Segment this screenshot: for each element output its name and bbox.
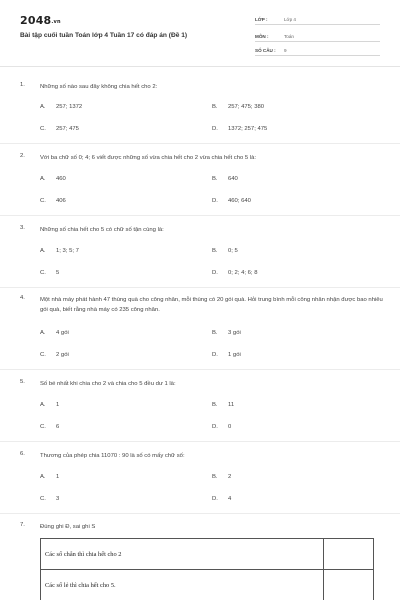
option-value: 2 — [228, 474, 232, 480]
option-letter: C. — [40, 126, 46, 132]
option-letter: C. — [40, 352, 46, 358]
option-value: 5 — [56, 270, 60, 276]
answer-cell[interactable] — [324, 570, 374, 600]
question-text: Thương của phép chia 11070 : 90 là số có mấy chữ số: — [40, 453, 185, 459]
option-value: 1372; 257; 475 — [228, 126, 268, 132]
site-logo[interactable] — [20, 14, 61, 27]
option-letter: D. — [212, 198, 218, 204]
option-value: 257; 475 — [56, 126, 79, 132]
question-number: 7. — [20, 522, 25, 528]
option-value: 1 gói — [228, 352, 241, 358]
meta-class-label: LỚP : — [255, 17, 268, 22]
meta-class — [255, 15, 380, 25]
table-row — [41, 539, 374, 570]
meta-subject-value: Toán — [284, 34, 294, 39]
option-letter: B. — [212, 474, 218, 480]
question-number: 1. — [20, 82, 25, 88]
option-letter: B. — [212, 176, 218, 182]
option-value: 0 — [228, 424, 232, 430]
option-letter: D. — [212, 496, 218, 502]
answer-cell[interactable] — [324, 539, 374, 570]
logo-suffix: .vn — [51, 19, 61, 25]
statement-cell: Các số chẵn thì chia hết cho 2 — [41, 539, 324, 570]
meta-count-value: 9 — [284, 48, 287, 53]
question-divider — [0, 287, 400, 288]
option-letter: B. — [212, 104, 218, 110]
option-value: 3 — [56, 496, 60, 502]
document-header — [0, 0, 400, 62]
question-text: Những số nào sau đây không chia hết cho 2: — [40, 84, 158, 90]
option-letter: A. — [40, 330, 46, 336]
question-text: Một nhà máy phát hành 47 thùng quà cho công nhân, mỗi thùng có 20 gói quà. Hỏi trung bình mỗi công nhân nhận được bao nhiêu gói quà, biết rằng nhà máy có 235 công nhân. — [40, 297, 383, 313]
option-letter: C. — [40, 198, 46, 204]
question-number: 3. — [20, 225, 25, 231]
option-value: 4 gói — [56, 330, 69, 336]
option-letter: A. — [40, 104, 46, 110]
option-value: 257; 475; 380 — [228, 104, 265, 110]
option-value: 257; 1372 — [56, 104, 83, 110]
question-number: 4. — [20, 295, 25, 301]
option-letter: C. — [40, 496, 46, 502]
header-divider — [0, 66, 400, 67]
option-letter: C. — [40, 424, 46, 430]
question-text: Số bé nhất khi chia cho 2 và chia cho 5 đều dư 1 là: — [40, 381, 176, 387]
question-divider — [0, 215, 400, 216]
question-number: 5. — [20, 379, 25, 385]
option-value: 640 — [228, 176, 238, 182]
option-value: 460 — [56, 176, 66, 182]
meta-question-count — [255, 46, 380, 56]
option-value: 1; 3; 5; 7 — [56, 248, 79, 254]
meta-subject — [255, 32, 380, 42]
option-value: 4 — [228, 496, 232, 502]
statement-cell: Các số lẻ thì chia hết cho 5. — [41, 570, 324, 600]
option-letter: D. — [212, 352, 218, 358]
option-value: 11 — [228, 402, 235, 408]
option-letter: A. — [40, 176, 46, 182]
option-value: 1 — [56, 402, 60, 408]
option-value: 406 — [56, 198, 66, 204]
option-letter: B. — [212, 248, 218, 254]
question-divider — [0, 143, 400, 144]
option-letter: B. — [212, 330, 218, 336]
meta-subject-label: MÔN : — [255, 34, 269, 39]
option-value: 0; 2; 4; 6; 8 — [228, 270, 258, 276]
option-letter: C. — [40, 270, 46, 276]
meta-count-label: SỐ CÂU : — [255, 48, 276, 53]
question-text: Đúng ghi Đ, sai ghi S — [40, 524, 96, 530]
table-row — [41, 570, 374, 600]
question-divider — [0, 441, 400, 442]
option-letter: A. — [40, 402, 46, 408]
option-value: 3 gói — [228, 330, 241, 336]
page-title: Bài tập cuối tuần Toán lớp 4 Tuần 17 có đáp án (Đề 1) — [20, 32, 188, 39]
logo-text: 2048 — [20, 14, 52, 27]
option-letter: A. — [40, 248, 46, 254]
option-letter: D. — [212, 424, 218, 430]
option-letter: D. — [212, 126, 218, 132]
question-divider — [0, 513, 400, 514]
meta-class-value: Lớp 4 — [284, 17, 296, 22]
question-text: Những số chia hết cho 5 có chữ số tận cùng là: — [40, 227, 164, 233]
option-value: 2 gói — [56, 352, 69, 358]
option-letter: B. — [212, 402, 218, 408]
option-value: 6 — [56, 424, 60, 430]
option-value: 0; 5 — [228, 248, 238, 254]
question-text: Với ba chữ số 0; 4; 6 viết được những số vừa chia hết cho 2 vừa chia hết cho 5 là: — [40, 155, 257, 161]
option-value: 1 — [56, 474, 60, 480]
option-value: 460; 640 — [228, 198, 251, 204]
question-number: 2. — [20, 153, 25, 159]
option-letter: A. — [40, 474, 46, 480]
true-false-table — [40, 538, 374, 600]
question-number: 6. — [20, 451, 25, 457]
question-divider — [0, 369, 400, 370]
option-letter: D. — [212, 270, 218, 276]
